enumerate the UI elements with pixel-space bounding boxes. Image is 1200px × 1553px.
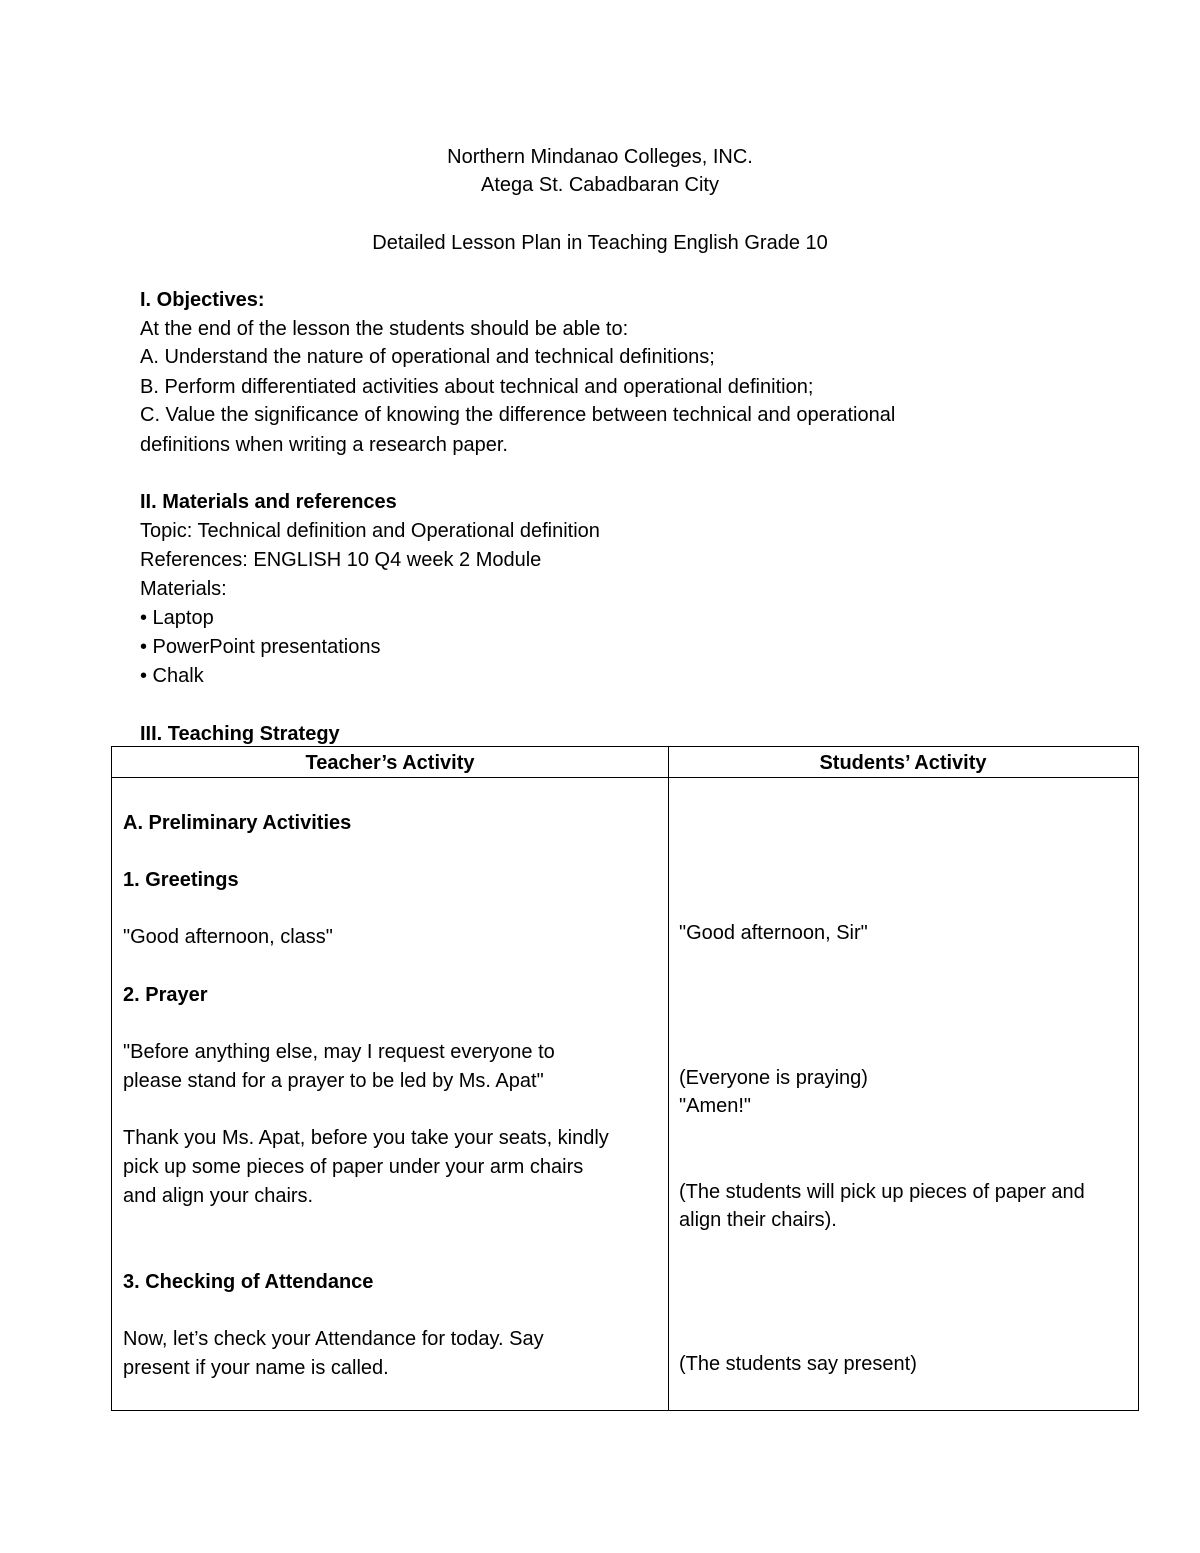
- document-title: Detailed Lesson Plan in Teaching English Grade 10: [372, 232, 828, 254]
- topic-line: Topic: Technical definition and Operational definition: [140, 520, 600, 542]
- objectives-heading: I. Objectives:: [140, 289, 265, 311]
- objective-item: B. Perform differentiated activities about technical and operational definition;: [140, 376, 814, 398]
- header-divider: [112, 777, 1138, 778]
- objective-item: A. Understand the nature of operational and technical definitions;: [140, 346, 715, 368]
- student-present: (The students say present): [679, 1353, 917, 1375]
- strategy-heading: III. Teaching Strategy: [140, 723, 340, 745]
- materials-label: Materials:: [140, 578, 227, 600]
- objectives-intro: At the end of the lesson the students should be able to:: [140, 318, 629, 340]
- attendance-text: Now, let’s check your Attendance for today. Say: [123, 1328, 544, 1350]
- attendance-heading: 3. Checking of Attendance: [123, 1271, 374, 1293]
- prayer-text: please stand for a prayer to be led by Ms. Apat": [123, 1070, 544, 1092]
- school-address: Atega St. Cabadbaran City: [481, 174, 719, 196]
- material-item: • Chalk: [140, 665, 204, 687]
- thanks-text: and align your chairs.: [123, 1185, 314, 1207]
- prayer-heading: 2. Prayer: [123, 984, 208, 1006]
- materials-heading: II. Materials and references: [140, 491, 397, 513]
- student-praying: (Everyone is praying): [679, 1067, 868, 1089]
- objective-item: C. Value the significance of knowing the difference between technical and operational: [140, 404, 896, 426]
- teaching-strategy-table: [111, 746, 1139, 1411]
- thanks-text: pick up some pieces of paper under your arm chairs: [123, 1156, 584, 1178]
- attendance-text: present if your name is called.: [123, 1357, 389, 1379]
- objective-item-continued: definitions when writing a research paper.: [140, 434, 508, 456]
- preliminary-activities-heading: A. Preliminary Activities: [123, 812, 352, 834]
- material-item: • Laptop: [140, 607, 214, 629]
- references-line: References: ENGLISH 10 Q4 week 2 Module: [140, 549, 542, 571]
- material-item: • PowerPoint presentations: [140, 636, 381, 658]
- greetings-heading: 1. Greetings: [123, 869, 239, 891]
- student-amen: "Amen!": [679, 1095, 752, 1117]
- students-column-header: Students’ Activity: [819, 752, 987, 774]
- student-pickup: align their chairs).: [679, 1209, 837, 1231]
- column-divider: [668, 747, 669, 1410]
- thanks-text: Thank you Ms. Apat, before you take your seats, kindly: [123, 1127, 609, 1149]
- student-pickup: (The students will pick up pieces of paper and: [679, 1181, 1085, 1203]
- greetings-text: "Good afternoon, class": [123, 926, 333, 948]
- prayer-text: "Before anything else, may I request everyone to: [123, 1041, 555, 1063]
- teacher-column-header: Teacher’s Activity: [305, 752, 475, 774]
- school-name: Northern Mindanao Colleges, INC.: [447, 146, 753, 168]
- student-greeting-reply: "Good afternoon, Sir": [679, 922, 868, 944]
